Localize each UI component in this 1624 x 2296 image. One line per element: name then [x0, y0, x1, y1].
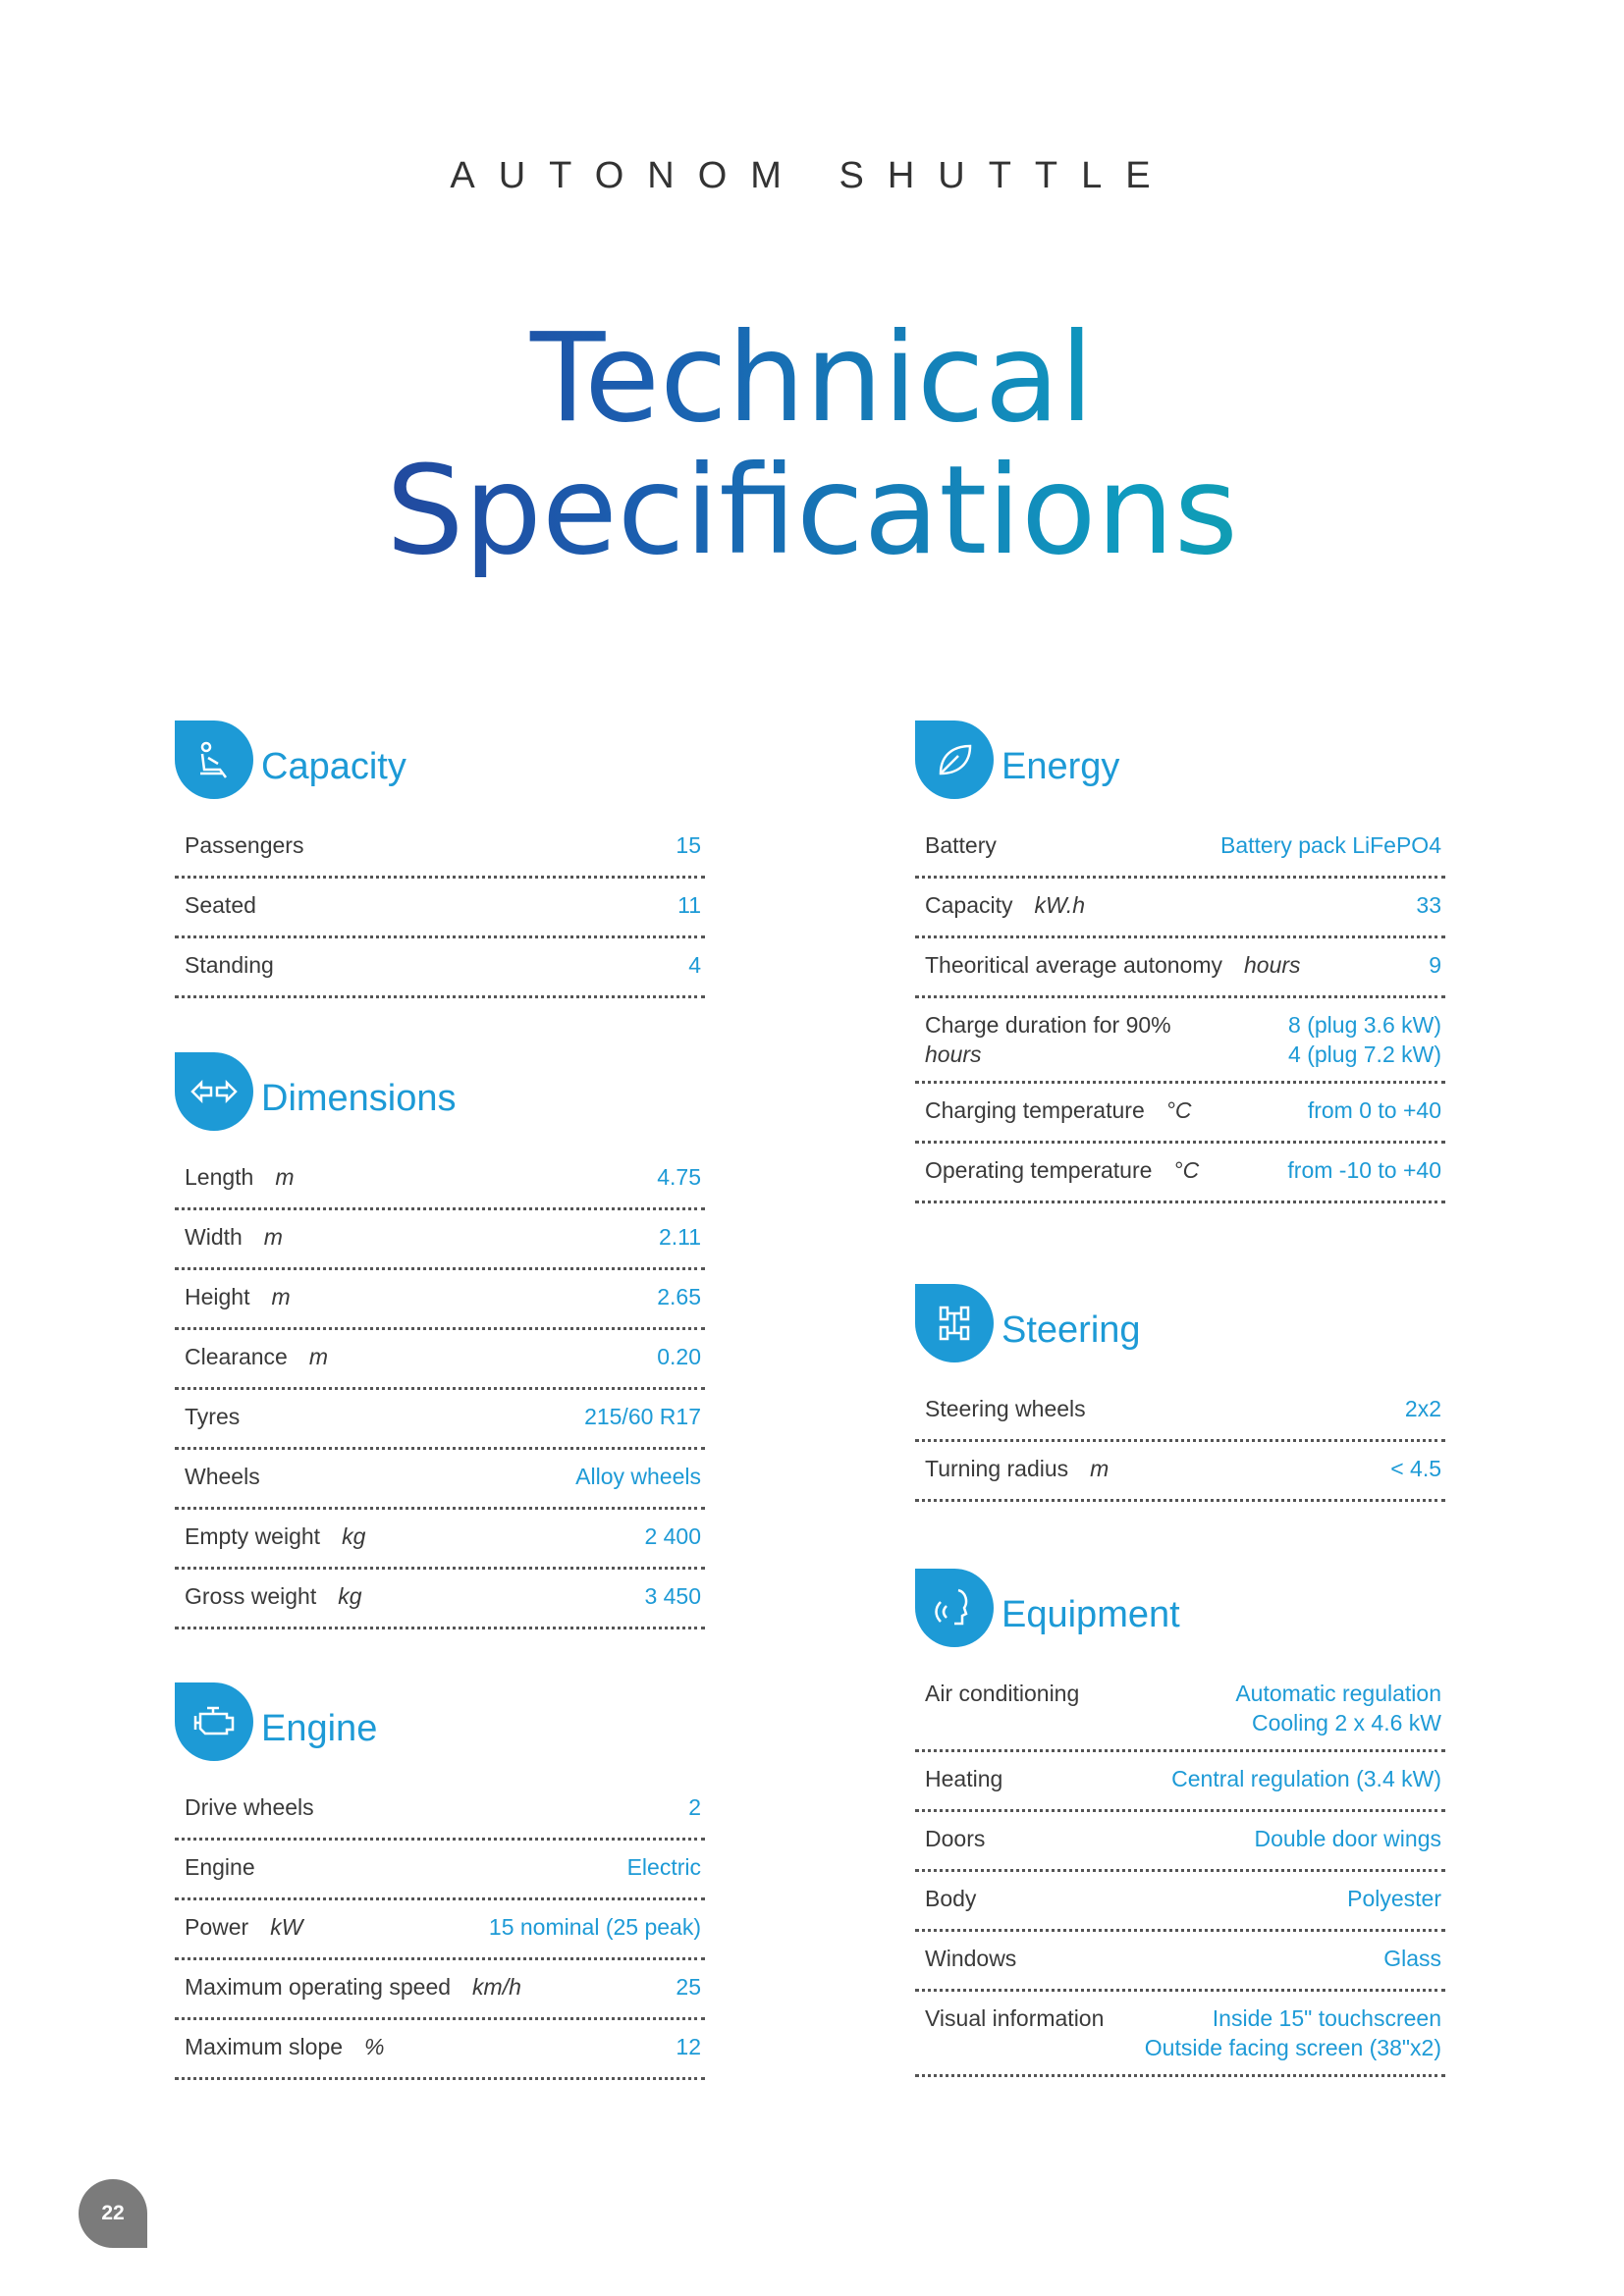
spec-row: [915, 1992, 1445, 2077]
spec-label-group: [185, 1852, 255, 1882]
spec-value: 0.20: [657, 1344, 701, 1369]
spec-value: Alloy wheels: [575, 1464, 701, 1489]
spec-label: Charge duration for 90%: [925, 1012, 1171, 1038]
spec-value: Automatic regulation Cooling 2 x 4.6 kW: [1235, 1681, 1441, 1735]
dimensions-rows: [175, 1150, 705, 1629]
spec-value: 15: [676, 832, 701, 858]
spec-unit: kg: [342, 1523, 366, 1549]
engine-icon: [175, 1682, 253, 1761]
spec-value: 25: [676, 1974, 701, 2000]
spec-value: 2.11: [658, 1224, 701, 1250]
brand-name: AUTONOM SHUTTLE: [450, 155, 1174, 196]
spec-unit: m: [308, 1344, 329, 1369]
spec-label-group: [185, 1792, 314, 1822]
capacity-section: [175, 721, 705, 998]
spec-label: Doors: [925, 1826, 986, 1851]
spec-label-group: [185, 1222, 283, 1252]
spec-unit: °C: [1165, 1097, 1192, 1123]
spec-label: Gross weight: [185, 1583, 317, 1609]
engine-section: [175, 1682, 705, 2080]
spec-row: [175, 938, 705, 998]
spec-row: [175, 2020, 705, 2080]
dimensions-section: [175, 1052, 705, 1629]
steering-rows: [915, 1382, 1445, 1502]
spec-label-group: [185, 2032, 385, 2061]
spec-row: [915, 879, 1445, 938]
engine-title: Engine: [261, 1707, 378, 1749]
spec-label-group: [925, 1010, 1171, 1069]
spec-unit: °C: [1173, 1157, 1200, 1183]
spec-label: Drive wheels: [185, 1794, 314, 1820]
spec-label-group: [185, 890, 256, 920]
spec-label: Capacity: [925, 892, 1013, 918]
spec-row: [175, 1841, 705, 1900]
page-title: [0, 307, 1624, 582]
energy-title: Energy: [1001, 745, 1120, 787]
spec-row: [915, 1752, 1445, 1812]
energy-rows: [915, 819, 1445, 1203]
spec-label: Turning radius: [925, 1456, 1069, 1481]
title-line-1: Technical: [530, 307, 1094, 450]
spec-label-group: [925, 1679, 1079, 1708]
spec-row: [175, 1270, 705, 1330]
spec-label: Air conditioning: [925, 1681, 1080, 1706]
spec-label: Theoritical average autonomy: [925, 952, 1222, 978]
spec-value: Central regulation (3.4 kW): [1171, 1766, 1441, 1791]
equipment-header: [915, 1569, 1445, 1647]
spec-value: Battery pack LiFePO4: [1220, 832, 1441, 858]
engine-rows: [175, 1781, 705, 2080]
spec-label: Operating temperature: [925, 1157, 1153, 1183]
spec-value: Electric: [626, 1854, 701, 1880]
spec-value: 11: [677, 892, 701, 918]
spec-label: Maximum slope: [185, 2034, 344, 2059]
dimensions-header: [175, 1052, 705, 1131]
spec-label: Clearance: [185, 1344, 288, 1369]
spec-value: 33: [1416, 892, 1441, 918]
spec-value: Glass: [1383, 1946, 1441, 1971]
spec-label-group: [925, 2003, 1104, 2033]
spec-value: 8 (plug 3.6 kW) 4 (plug 7.2 kW): [1288, 1012, 1441, 1067]
spec-label: Heating: [925, 1766, 1003, 1791]
spec-label-group: [925, 1764, 1002, 1793]
spec-label: Passengers: [185, 832, 304, 858]
leaf-icon: [915, 721, 994, 799]
spec-value: 15 nominal (25 peak): [488, 1914, 701, 1940]
spec-row: [175, 1570, 705, 1629]
spec-value: from 0 to +40: [1307, 1097, 1441, 1123]
spec-unit: kg: [338, 1583, 362, 1609]
spec-value: 9: [1429, 952, 1441, 978]
spec-label-group: [185, 1581, 362, 1611]
spec-value: 4: [688, 952, 701, 978]
spec-label-group: [185, 1912, 302, 1942]
spec-value: Polyester: [1347, 1886, 1441, 1911]
spec-row: [175, 1900, 705, 1960]
spec-label: Length: [185, 1164, 254, 1190]
seat-icon: [175, 721, 253, 799]
spec-value: 2 400: [644, 1523, 701, 1549]
spec-unit: kW.h: [1034, 892, 1086, 918]
spec-label: Steering wheels: [925, 1396, 1086, 1421]
spec-row: [915, 1667, 1445, 1752]
equipment-rows: [915, 1667, 1445, 2077]
spec-label-group: [185, 950, 274, 980]
spec-label: Tyres: [185, 1404, 241, 1429]
spec-label-group: [925, 1824, 985, 1853]
capacity-title: Capacity: [261, 745, 406, 787]
spec-unit: km/h: [472, 1974, 521, 2000]
spec-label-group: [925, 1884, 976, 1913]
spec-label: Height: [185, 1284, 250, 1309]
spec-row: [915, 1812, 1445, 1872]
spec-label: Battery: [925, 832, 997, 858]
spec-value: 4.75: [657, 1164, 701, 1190]
arrows-icon: [175, 1052, 253, 1131]
capacity-rows: [175, 819, 705, 998]
equipment-section: [915, 1569, 1445, 2077]
spec-row: [175, 1510, 705, 1570]
spec-unit: %: [364, 2034, 385, 2059]
spec-label-group: [185, 1162, 295, 1192]
spec-label-group: [925, 1944, 1016, 1973]
equipment-title: Equipment: [1001, 1593, 1180, 1635]
spec-label-group: [925, 890, 1085, 920]
spec-value: Inside 15" touchscreen Outside facing screen (38"x2): [1144, 2005, 1441, 2060]
voice-icon: [915, 1569, 994, 1647]
dimensions-title: Dimensions: [261, 1077, 457, 1119]
spec-row: [915, 998, 1445, 1084]
spec-unit: hours: [1244, 952, 1301, 978]
spec-unit: m: [271, 1284, 291, 1309]
spec-value: 2: [688, 1794, 701, 1820]
spec-label-group: [925, 830, 997, 860]
spec-label: Windows: [925, 1946, 1017, 1971]
spec-label: Empty weight: [185, 1523, 321, 1549]
spec-label-group: [925, 1394, 1086, 1423]
spec-label-group: [925, 950, 1301, 980]
spec-label-group: [925, 1155, 1199, 1185]
spec-label: Visual information: [925, 2005, 1105, 2031]
spec-label-group: [185, 1972, 521, 2002]
engine-header: [175, 1682, 705, 1761]
energy-header: [915, 721, 1445, 799]
spec-label-group: [185, 1282, 291, 1311]
spec-value: 2x2: [1404, 1396, 1441, 1421]
page-number: 22: [79, 2179, 147, 2248]
spec-row: [915, 938, 1445, 998]
spec-row: [915, 1084, 1445, 1144]
energy-section: [915, 721, 1445, 1203]
spec-row: [915, 819, 1445, 879]
spec-row: [175, 819, 705, 879]
spec-unit: m: [275, 1164, 295, 1190]
spec-value: < 4.5: [1390, 1456, 1441, 1481]
spec-row: [175, 1150, 705, 1210]
spec-label: Seated: [185, 892, 256, 918]
capacity-header: [175, 721, 705, 799]
spec-label-group: [925, 1095, 1192, 1125]
spec-row: [915, 1382, 1445, 1442]
spec-value: 3 450: [644, 1583, 701, 1609]
spec-row: [915, 1144, 1445, 1203]
spec-label: Body: [925, 1886, 977, 1911]
spec-row: [915, 1872, 1445, 1932]
spec-row: [175, 1210, 705, 1270]
spec-row: [915, 1932, 1445, 1992]
spec-row: [175, 1450, 705, 1510]
spec-label: Charging temperature: [925, 1097, 1145, 1123]
spec-label: Maximum operating speed: [185, 1974, 452, 2000]
title-line-2: Specifications: [386, 440, 1238, 582]
spec-row: [175, 1781, 705, 1841]
spec-unit: hours: [925, 1041, 982, 1067]
spec-label-group: [185, 1462, 260, 1491]
spec-label: Wheels: [185, 1464, 260, 1489]
spec-label-group: [185, 1342, 328, 1371]
spec-value: 2.65: [657, 1284, 701, 1309]
spec-label: Width: [185, 1224, 243, 1250]
spec-row: [175, 1330, 705, 1390]
steering-section: [915, 1284, 1445, 1502]
spec-label-group: [185, 830, 303, 860]
spec-value: Double door wings: [1254, 1826, 1441, 1851]
spec-value: 12: [676, 2034, 701, 2059]
wheels-icon: [915, 1284, 994, 1362]
spec-label-group: [185, 1402, 240, 1431]
spec-label: Power: [185, 1914, 249, 1940]
spec-label-group: [925, 1454, 1109, 1483]
spec-row: [915, 1442, 1445, 1502]
spec-row: [175, 879, 705, 938]
spec-unit: m: [1090, 1456, 1110, 1481]
spec-row: [175, 1390, 705, 1450]
spec-value: 215/60 R17: [584, 1404, 701, 1429]
spec-unit: m: [263, 1224, 283, 1250]
spec-row: [175, 1960, 705, 2020]
spec-label: Engine: [185, 1854, 255, 1880]
spec-unit: kW: [270, 1914, 303, 1940]
steering-header: [915, 1284, 1445, 1362]
spec-label-group: [185, 1522, 365, 1551]
spec-value: from -10 to +40: [1287, 1157, 1441, 1183]
steering-title: Steering: [1001, 1308, 1141, 1351]
spec-label: Standing: [185, 952, 274, 978]
